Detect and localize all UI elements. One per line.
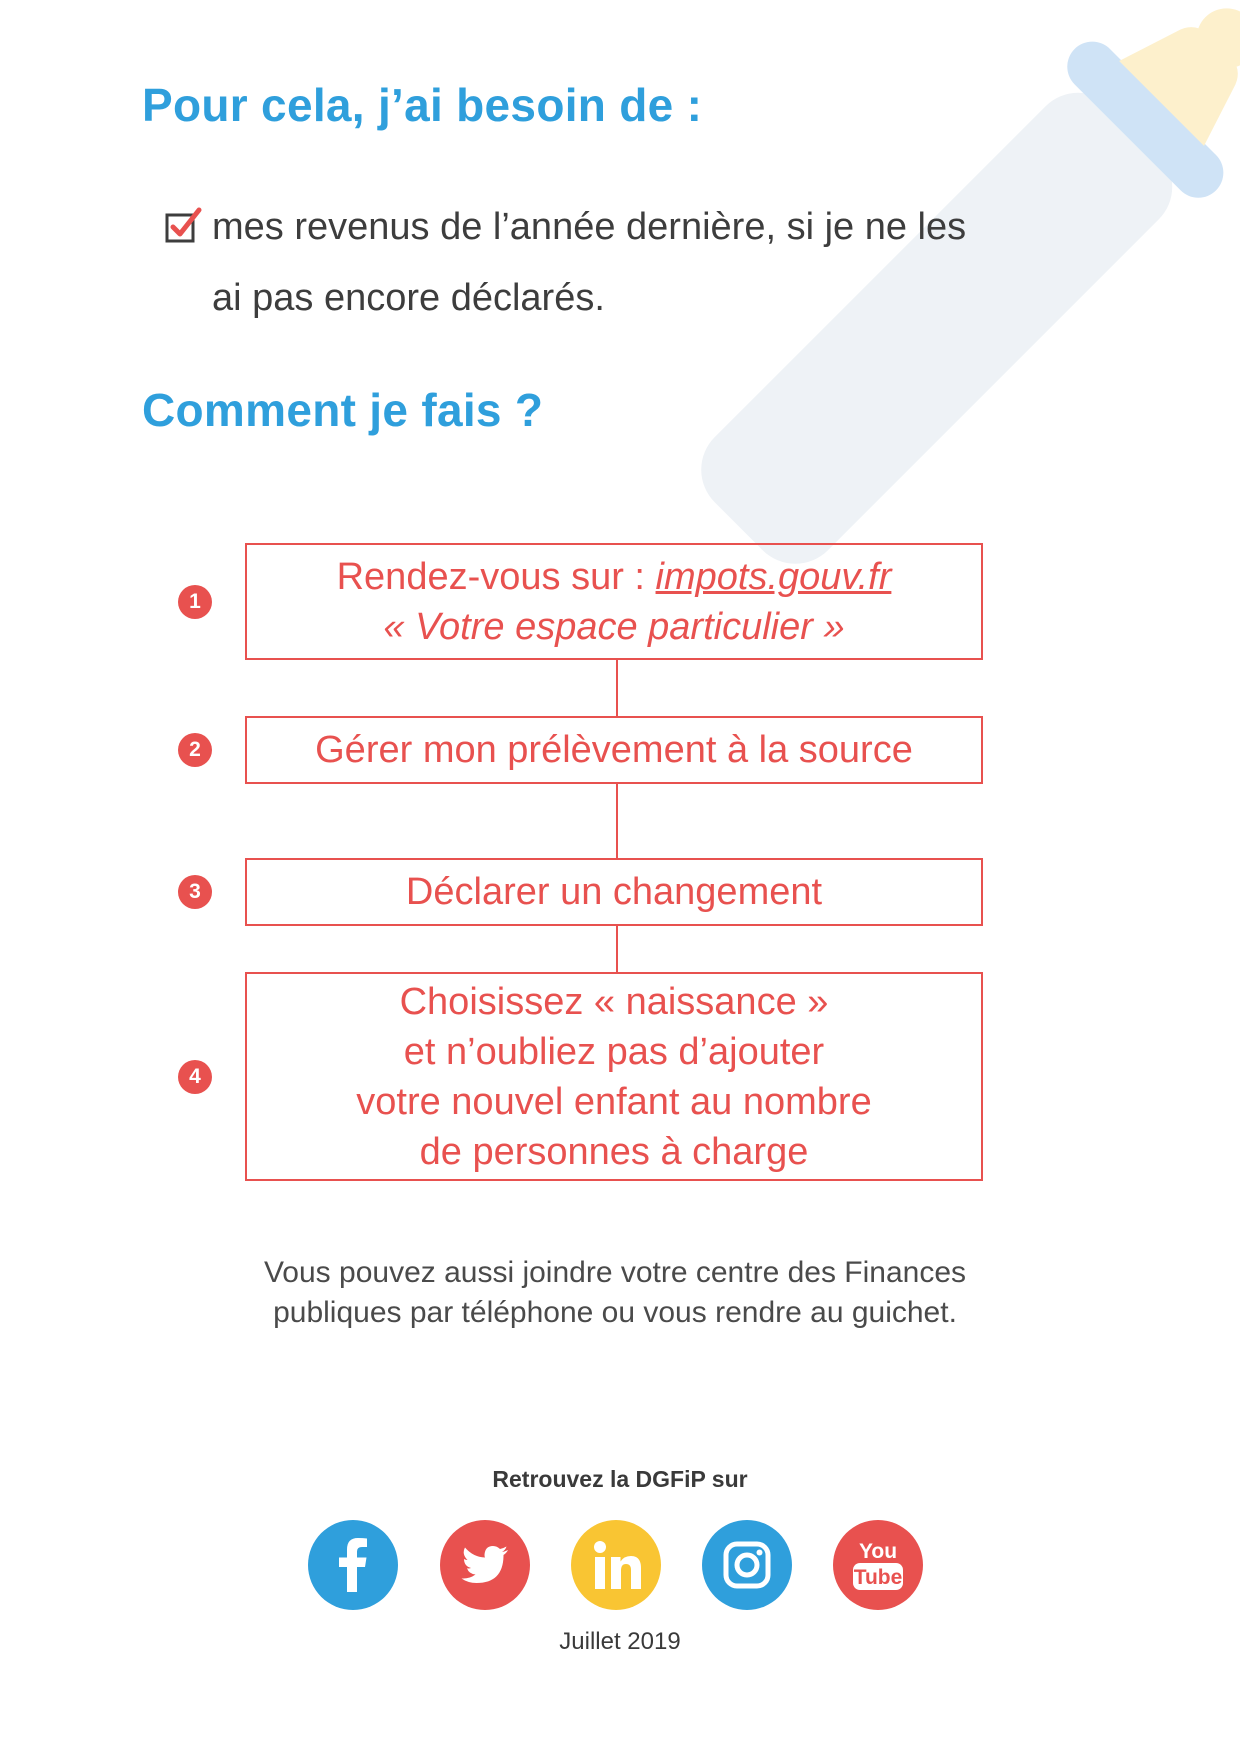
step-3-text: Déclarer un changement	[405, 871, 823, 913]
step-2-box	[245, 716, 983, 784]
step-1-prefix: Rendez-vous sur :	[336, 555, 656, 598]
facebook-link[interactable]	[308, 1520, 398, 1610]
step-number-3: 3	[178, 875, 212, 909]
instagram-icon	[702, 1520, 792, 1610]
youtube-label-top: You	[858, 1540, 898, 1563]
step-connector	[616, 926, 618, 972]
publication-date: Juillet 2019	[559, 1628, 681, 1655]
linkedin-link[interactable]	[571, 1520, 661, 1610]
step-1-box	[245, 543, 983, 660]
step-number-2: 2	[178, 733, 212, 767]
step-1-line2: « Votre espace particulier »	[383, 605, 845, 648]
step-4-line: votre nouvel enfant au nombre	[356, 1080, 872, 1123]
step-4-box	[245, 972, 983, 1181]
step-number-1: 1	[178, 585, 212, 619]
step-connector	[616, 784, 618, 858]
linkedin-icon	[571, 1520, 661, 1610]
twitter-icon	[440, 1520, 530, 1610]
step-1-line1	[247, 552, 981, 602]
youtube-icon	[833, 1520, 923, 1610]
checkbox-checked-icon	[164, 206, 202, 244]
step-connector	[616, 660, 618, 716]
facebook-icon	[308, 1520, 398, 1610]
youtube-link[interactable]	[833, 1520, 923, 1610]
need-item-text: mes revenus de l’année dernière, si je ne les ai pas encore déclarés.	[212, 206, 967, 319]
impots-link[interactable]: impots.gouv.fr	[655, 555, 892, 598]
twitter-link[interactable]	[440, 1520, 530, 1610]
heading-needs: Pour cela, j’ai besoin de :	[142, 79, 703, 131]
follow-label: Retrouvez la DGFiP sur	[492, 1466, 748, 1492]
instagram-link[interactable]	[702, 1520, 792, 1610]
step-4-line: de personnes à charge	[419, 1130, 809, 1173]
step-4-line: Choisissez « naissance »	[399, 980, 829, 1023]
need-item	[164, 192, 1004, 334]
step-2-text: Gérer mon prélèvement à la source	[315, 729, 913, 771]
heading-how: Comment je fais ?	[142, 384, 544, 436]
step-4-line: et n’oubliez pas d’ajouter	[403, 1030, 825, 1073]
youtube-label-bottom: Tube	[853, 1566, 903, 1589]
step-number-4: 4	[178, 1060, 212, 1094]
contact-note: Vous pouvez aussi joindre votre centre des Finances publiques par téléphone ou vous rendre au guichet.	[263, 1256, 967, 1329]
step-3-box	[245, 858, 983, 926]
